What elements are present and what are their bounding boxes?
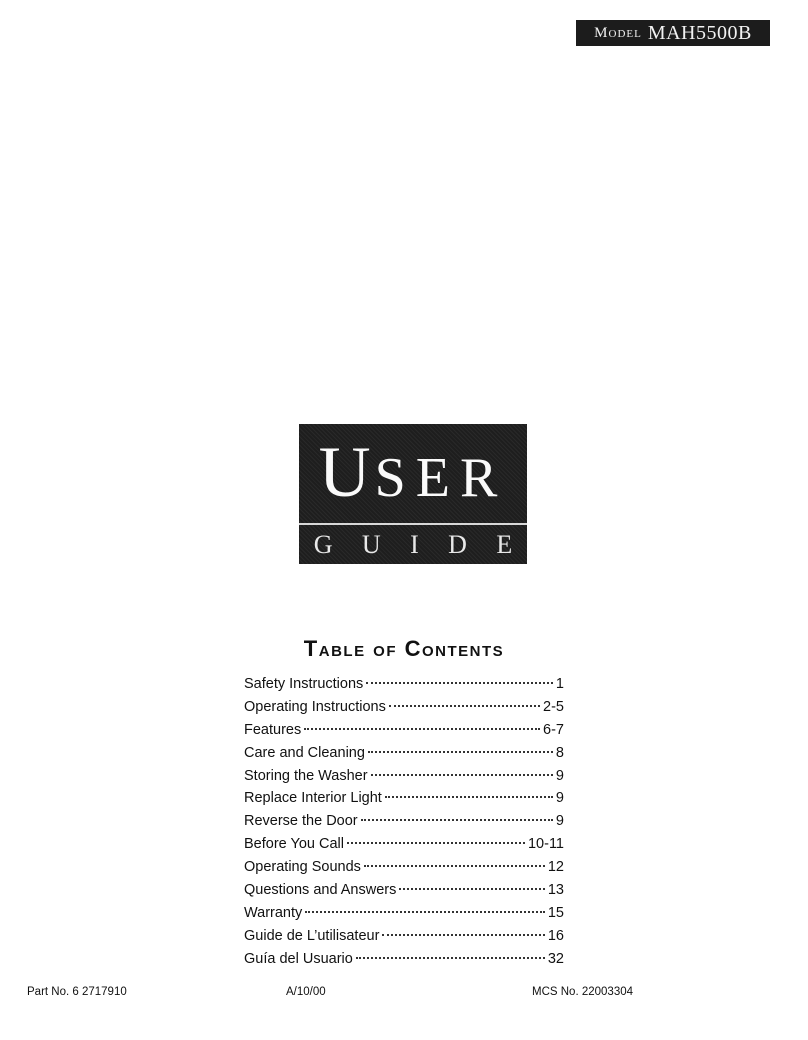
toc-leader-dots (385, 796, 553, 798)
toc-leader-dots (364, 865, 545, 867)
toc-leader-dots (347, 842, 525, 844)
toc-item-label: Guide de L’utilisateur (244, 927, 380, 944)
toc-item-page: 2-5 (543, 698, 564, 715)
model-number: MAH5500B (647, 21, 752, 44)
model-badge (576, 20, 770, 46)
toc-item-page: 6-7 (543, 721, 564, 738)
toc-list (244, 676, 564, 974)
toc-item-label: Care and Cleaning (244, 744, 365, 761)
toc-leader-dots (361, 819, 553, 821)
part-number: Part No. 6 2717910 (27, 986, 127, 998)
toc-item-page: 9 (555, 813, 564, 830)
logo-divider (299, 523, 527, 525)
toc-leader-dots (356, 957, 545, 959)
toc-item (244, 928, 564, 951)
toc-item-label: Reverse the Door (244, 813, 358, 830)
user-guide-logo (299, 424, 527, 564)
toc-item-page: 10-11 (527, 836, 564, 853)
toc-item-label: Before You Call (244, 836, 344, 853)
toc-item-page: 13 (547, 882, 564, 899)
model-prefix: Model (594, 24, 642, 41)
toc-item (244, 836, 564, 859)
toc-leader-dots (382, 934, 544, 936)
revision-code: A/10/00 (286, 986, 326, 998)
toc-item-page: 9 (555, 767, 564, 784)
toc-item-page: 8 (555, 744, 564, 761)
toc-item (244, 768, 564, 791)
toc-item (244, 676, 564, 699)
toc-item (244, 699, 564, 722)
toc-item-page: 32 (547, 950, 564, 967)
toc-title: Table of Contents (303, 636, 505, 661)
toc-item (244, 951, 564, 974)
toc-item (244, 905, 564, 928)
toc-item (244, 882, 564, 905)
toc-item-label: Questions and Answers (244, 882, 397, 899)
toc-leader-dots (389, 705, 540, 707)
toc-leader-dots (399, 888, 545, 890)
guide-wordmark: G U I D E (313, 530, 513, 559)
toc-item-label: Operating Sounds (244, 859, 361, 876)
toc-item (244, 790, 564, 813)
toc-leader-dots (305, 911, 545, 913)
toc-item-page: 9 (555, 790, 564, 807)
toc-leader-dots (371, 774, 553, 776)
user-wordmark: USER (318, 432, 508, 512)
toc-leader-dots (368, 751, 553, 753)
toc-item-label: Guía del Usuario (244, 950, 353, 967)
toc-item (244, 859, 564, 882)
toc-item-label: Safety Instructions (244, 676, 364, 692)
toc-item-label: Replace Interior Light (244, 790, 382, 807)
toc-item (244, 813, 564, 836)
toc-item-page: 1 (555, 676, 564, 692)
toc-item-label: Warranty (244, 904, 303, 921)
toc-leader-dots (304, 728, 540, 730)
toc-item-page: 16 (547, 927, 564, 944)
toc-item-page: 15 (547, 904, 564, 921)
toc-item (244, 745, 564, 768)
toc-leader-dots (366, 682, 553, 684)
toc-item-page: 12 (547, 859, 564, 876)
toc-item-label: Storing the Washer (244, 767, 368, 784)
toc-item-label: Features (244, 721, 302, 738)
toc-item (244, 722, 564, 745)
toc-item-label: Operating Instructions (244, 698, 386, 715)
mcs-number: MCS No. 22003304 (532, 986, 634, 998)
